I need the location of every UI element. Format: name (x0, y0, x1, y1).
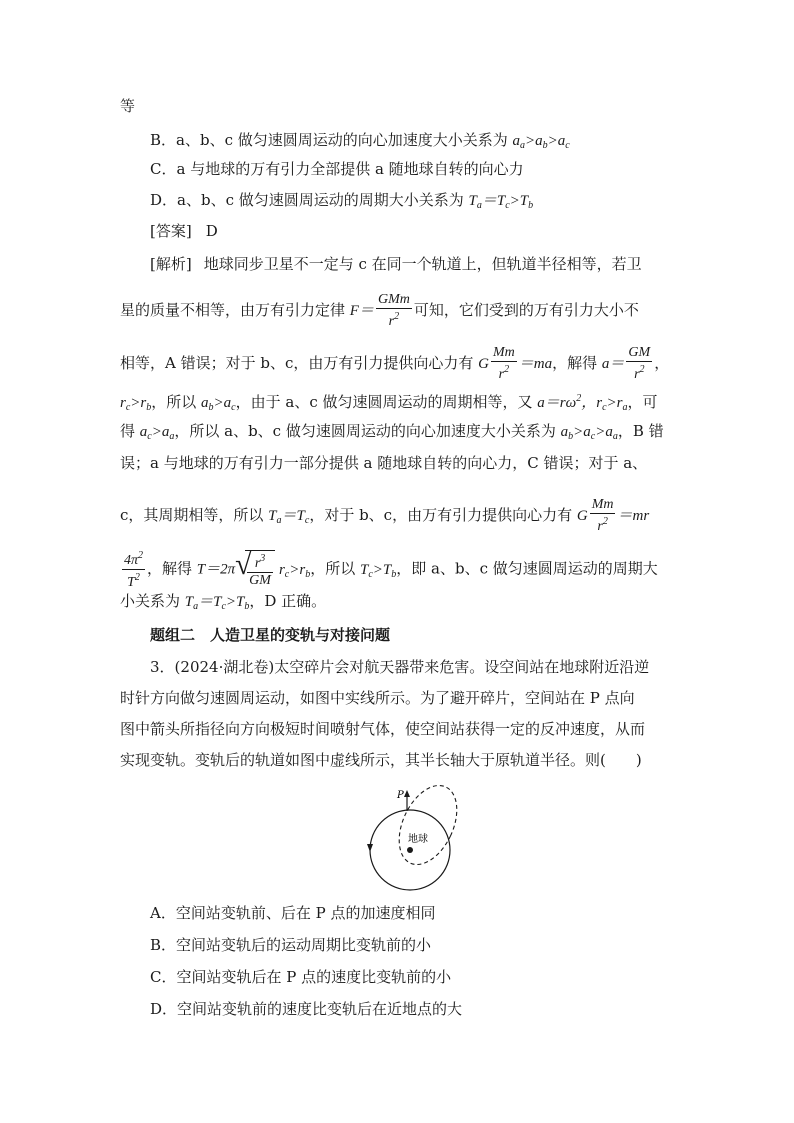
analysis-text: ，由于 a、c 做匀速圆周运动的周期相等，又 (235, 393, 538, 411)
fraction: $\frac{Mm}{r^2}$ (591, 497, 614, 534)
analysis-line-1 (150, 254, 642, 274)
option-d: D．空间站变轨前的速度比变轨后在近地点的大 (150, 1000, 463, 1018)
option-b (150, 130, 570, 156)
analysis-text: ，解得 (147, 559, 197, 578)
formula: a＝ (601, 356, 625, 372)
analysis-text: ，即 a、b、c 做匀速圆周运动的周期大 (396, 559, 658, 578)
analysis-line-6: 误；a 与地球的万有引力一部分提供 a 随地球自转的向心力，C 错误；对于 a、 (120, 454, 648, 472)
question-3-stem-3: 图中箭头所指径向方向极短时间喷射气体，使空间站获得一定的反冲速度，从而 (120, 720, 646, 738)
option-a: A．空间站变轨前、后在 P 点的加速度相同 (150, 904, 436, 922)
label-earth: 地球 (408, 834, 428, 845)
question-3-stem-4: 实现变轨。变轨后的轨道如图中虚线所示，其半长轴大于原轨道半径。则( ) (120, 751, 642, 769)
analysis-line-8 (120, 548, 658, 591)
earth-dot (407, 847, 413, 853)
analysis-text: ，所以 a、b、c 做匀速圆周运动的向心加速度大小关系为 (174, 422, 561, 440)
question-3-stem-1: 3．(2024·湖北卷)太空碎片会对航天器带来危害。设空间站在地球附近沿逆 (150, 658, 650, 676)
section-title: 题组二 人造卫星的变轨与对接问题 (150, 626, 391, 644)
orbit-figure (355, 780, 470, 895)
option-c: C．a 与地球的万有引力全部提供 a 随地球自转的向心力 (150, 160, 524, 178)
formula: $a_b>a_c$ (201, 395, 236, 413)
formula: $T_c>T_b$ (359, 561, 397, 580)
label-p: P (397, 790, 404, 801)
analysis-line-9 (120, 591, 326, 617)
analysis-text: ，解得 (552, 354, 602, 372)
answer-value: D (205, 222, 218, 240)
formula: $a=r\omega^2$，$r_c>r_a$ (537, 393, 628, 413)
option-c: C．空间站变轨后在 P 点的速度比变轨前的小 (150, 968, 452, 986)
analysis-line-5 (120, 421, 664, 447)
formula: G (576, 508, 588, 524)
formula: $r_c>r_b$ (120, 395, 152, 413)
analysis-text: ，对于 b、c，由万有引力提供向心力有 (309, 506, 577, 524)
analysis-text: c，其周期相等，所以 (120, 506, 269, 524)
text-fragment: 等 (120, 97, 136, 115)
analysis-text: ，所以 (151, 393, 202, 411)
question-3-stem-2: 时针方向做匀速圆周运动，如图中实线所示。为了避开碎片，空间站在 P 点向 (120, 689, 635, 707)
analysis-line-2 (120, 292, 639, 330)
option-d (150, 190, 533, 216)
option-b-text: B．a、b、c 做匀速圆周运动的向心加速度大小关系为 (150, 131, 513, 149)
arrow-head (404, 790, 410, 797)
formula: ＝ma (518, 356, 553, 372)
analysis-text: 可知，它们受到的万有引力大小不 (413, 301, 639, 319)
answer-line (150, 221, 218, 241)
formula: $r_c>r_b$ (278, 561, 311, 580)
formula: $a_b>a_c>a_a$ (560, 424, 618, 442)
analysis-text: 星的质量不相等，由万有引力定律 (120, 301, 350, 319)
direction-arrow (367, 844, 373, 852)
formula: $T_a=T_c$ (268, 508, 310, 526)
analysis-text: ，可 (627, 393, 658, 411)
formula: F＝ (349, 303, 374, 319)
analysis-text: ，B 错 (617, 422, 664, 440)
analysis-line-3: 相等，A 错误；对于 b、c，由万有引力提供向心力有 G $\frac{Mm}{r^2}$ ＝ma，解得 a＝ $\frac{GM}{r^2}$ ， (120, 345, 670, 382)
fraction: $\frac{4\pi^2}{T^2}$ (124, 550, 144, 590)
formula: $a_c>a_a$ (139, 424, 175, 442)
analysis-text: 地球同步卫星不一定与 c 在同一个轨道上，但轨道半径相等，若卫 (203, 255, 642, 273)
formula: $a_a>a_b>a_c$ (512, 133, 570, 151)
fraction: $\frac{\text{GMm}}{r^2}$ (377, 292, 410, 329)
option-b: B．空间站变轨后的运动周期比变轨前的小 (150, 936, 432, 954)
fraction: $\frac{Mm}{r^2}$ (493, 345, 515, 382)
analysis-text: 小关系为 (120, 592, 185, 610)
analysis-line-7 (120, 497, 649, 535)
fraction: $\frac{GM}{r^2}$ (628, 345, 651, 382)
formula: G (478, 356, 489, 372)
square-root: √ $\frac{r^3}{GM}$ (235, 550, 275, 589)
formula: ＝mr (617, 508, 650, 524)
analysis-text: 相等，A 错误；对于 b、c，由万有引力提供向心力有 (120, 354, 479, 372)
answer-label: [答案] (150, 222, 192, 240)
formula: T＝2π (196, 561, 236, 578)
analysis-text: ，所以 (310, 559, 360, 578)
formula: $T_a=T_c>T_b$ (184, 594, 250, 612)
analysis-text: 得 (120, 422, 140, 440)
analysis-text: ，D 正确。 (249, 592, 327, 610)
analysis-label: [解析] (150, 255, 192, 273)
analysis-line-4 (120, 389, 658, 418)
option-d-text: D．a、b、c 做匀速圆周运动的周期大小关系为 (150, 191, 469, 209)
formula: $T_a=T_c>T_b$ (468, 193, 534, 211)
